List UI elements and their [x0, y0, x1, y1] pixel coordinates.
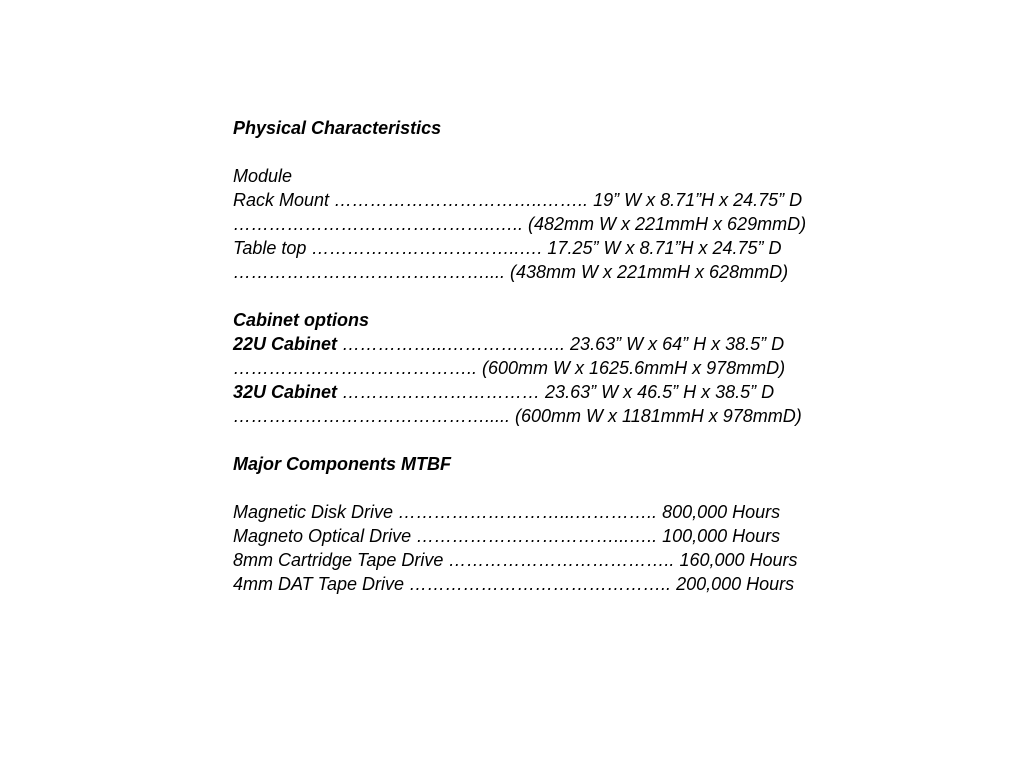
rack-mount-leader: ……………………………..…….. [329, 190, 594, 210]
mtbf-leader: ……………………………….. [443, 550, 680, 570]
rack-mount-imperial: 19” W x 8.71”H x 24.75” D [593, 190, 803, 210]
table-top-metric-row [233, 260, 873, 284]
cabinet-32u-metric-leader: ……………………………………..... [233, 406, 516, 426]
table-top-label: Table top [233, 238, 307, 258]
spacer [233, 140, 873, 164]
mtbf-label: 4mm DAT Tape Drive [233, 574, 405, 594]
cabinet-22u-row [233, 332, 873, 356]
spacer [233, 428, 873, 452]
mtbf-leader: ……………………………...….. [411, 526, 663, 546]
cabinet-22u-metric: (600mm W x 1625.6mmH x 978mmD) [482, 358, 786, 378]
rack-mount-metric-leader: ……………………………………..….. [233, 214, 529, 234]
spec-sheet [233, 116, 873, 596]
cabinet-32u-leader: …………………………… [337, 382, 546, 402]
page-title: Physical Characteristics [233, 118, 442, 138]
module-heading: Module [233, 166, 293, 186]
cabinet-22u-metric-row [233, 356, 873, 380]
mtbf-row [233, 524, 873, 548]
table-top-imperial: 17.25” W x 8.71”H x 24.75” D [547, 238, 782, 258]
mtbf-leader: ………………………...………….. [393, 502, 663, 522]
cabinet-heading: Cabinet options [233, 310, 369, 330]
spacer [233, 284, 873, 308]
cabinet-32u-metric-row [233, 404, 873, 428]
cabinet-22u-metric-leader: ………………………………….. [233, 358, 483, 378]
mtbf-heading: Major Components MTBF [233, 454, 451, 474]
rack-mount-metric: (482mm W x 221mmH x 629mmD) [528, 214, 807, 234]
cabinet-32u-row [233, 380, 873, 404]
cabinet-32u-metric: (600mm W x 1181mmH x 978mmD) [515, 406, 802, 426]
mtbf-value: 100,000 Hours [662, 526, 781, 546]
cabinet-22u-imperial: 23.63” W x 64” H x 38.5” D [570, 334, 785, 354]
rack-mount-label: Rack Mount [233, 190, 330, 210]
mtbf-label: Magneto Optical Drive [233, 526, 412, 546]
table-top-metric: (438mm W x 221mmH x 628mmD) [510, 262, 789, 282]
mtbf-label: Magnetic Disk Drive [233, 502, 394, 522]
mtbf-value: 800,000 Hours [662, 502, 781, 522]
cabinet-22u-label: 22U Cabinet [233, 334, 338, 354]
cabinet-22u-leader: ……………...……………….. [337, 334, 571, 354]
mtbf-leader: …………………………………….. [404, 574, 677, 594]
cabinet-32u-imperial: 23.63” W x 46.5” H x 38.5” D [545, 382, 775, 402]
mtbf-label: 8mm Cartridge Tape Drive [233, 550, 444, 570]
table-top-row [233, 236, 873, 260]
cabinet-32u-label: 32U Cabinet [233, 382, 338, 402]
table-top-metric-leader: …………………………………….... [233, 262, 511, 282]
mtbf-value: 160,000 Hours [679, 550, 798, 570]
rack-mount-metric-row [233, 212, 873, 236]
table-top-leader: ……………………………..…. [306, 238, 548, 258]
mtbf-row [233, 572, 873, 596]
mtbf-row [233, 500, 873, 524]
mtbf-value: 200,000 Hours [676, 574, 795, 594]
spacer [233, 476, 873, 500]
rack-mount-row [233, 188, 873, 212]
mtbf-row [233, 548, 873, 572]
